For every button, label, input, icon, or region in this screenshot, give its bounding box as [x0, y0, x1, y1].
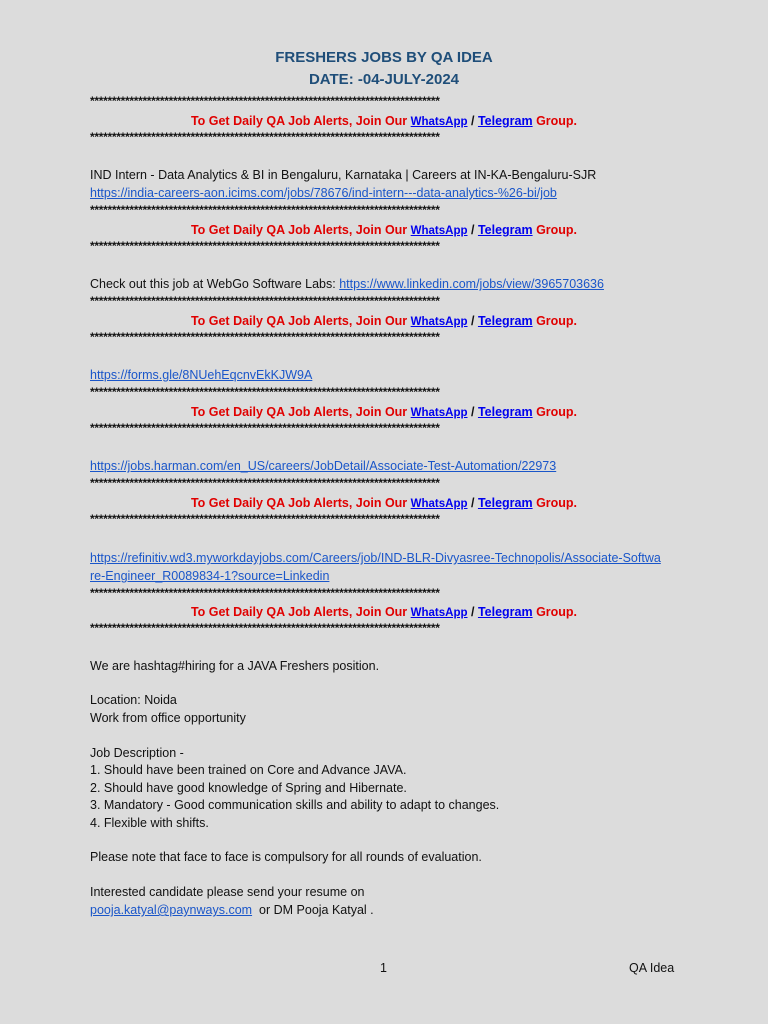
divider: ********************************************************************************: [90, 331, 440, 343]
document-title: FRESHERS JOBS BY QA IDEA: [275, 49, 493, 66]
job-description-item: 2. Should have good knowledge of Spring and Hibernate.: [90, 781, 407, 795]
divider: ********************************************************************************: [90, 587, 440, 599]
footer-brand: QA Idea: [629, 961, 675, 975]
whatsapp-link[interactable]: WhatsApp: [410, 116, 468, 128]
contact-line: pooja.katyal@paynways.com or DM Pooja Katyal .: [90, 903, 374, 917]
alert-banner: To Get Daily QA Job Alerts, Join Our WhatsApp / Telegram Group.: [190, 605, 578, 619]
telegram-link[interactable]: Telegram: [477, 114, 533, 128]
divider: ********************************************************************************: [90, 422, 440, 434]
alert-banner: To Get Daily QA Job Alerts, Join Our WhatsApp / Telegram Group.: [190, 114, 578, 128]
whatsapp-link[interactable]: WhatsApp: [410, 225, 468, 237]
job-description-item: 4. Flexible with shifts.: [90, 816, 209, 830]
job-link[interactable]: https://india-careers-aon.icims.com/jobs/78676/ind-intern---data-analytics-%26-bi/job: [90, 186, 557, 200]
alert-banner: To Get Daily QA Job Alerts, Join Our WhatsApp / Telegram Group.: [190, 223, 578, 237]
job-link[interactable]: https://www.linkedin.com/jobs/view/3965703636: [339, 277, 604, 291]
document-date: DATE: -04-JULY-2024: [308, 71, 460, 88]
alert-banner: To Get Daily QA Job Alerts, Join Our WhatsApp / Telegram Group.: [190, 405, 578, 419]
whatsapp-link[interactable]: WhatsApp: [410, 407, 468, 419]
job-description-item: 1. Should have been trained on Core and Advance JAVA.: [90, 763, 407, 777]
whatsapp-link[interactable]: WhatsApp: [410, 316, 468, 328]
contact-intro: Interested candidate please send your resume on: [90, 885, 365, 899]
divider: ********************************************************************************: [90, 295, 440, 307]
whatsapp-link[interactable]: WhatsApp: [410, 607, 468, 619]
job-link[interactable]: https://jobs.harman.com/en_US/careers/JobDetail/Associate-Test-Automation/22973: [90, 459, 557, 473]
telegram-link[interactable]: Telegram: [477, 405, 533, 419]
page-number: 1: [380, 961, 387, 975]
telegram-link[interactable]: Telegram: [477, 314, 533, 328]
divider: ********************************************************************************: [90, 204, 440, 216]
post-work-mode: Work from office opportunity: [90, 711, 246, 725]
job-description-heading: Job Description -: [90, 746, 184, 760]
post-intro: We are hashtag#hiring for a JAVA Freshers position.: [90, 659, 380, 673]
job-link-continued[interactable]: re-Engineer_R0089834-1?source=Linkedin: [90, 569, 330, 583]
telegram-link[interactable]: Telegram: [477, 496, 533, 510]
divider: ********************************************************************************: [90, 513, 440, 525]
job-link[interactable]: https://forms.gle/8NUehEqcnvEkKJW9A: [90, 368, 313, 382]
post-note: Please note that face to face is compulsory for all rounds of evaluation.: [90, 850, 482, 864]
job-link[interactable]: https://refinitiv.wd3.myworkdayjobs.com/Careers/job/IND-BLR-Divyasree-Technopolis/Associate-Softwa: [90, 551, 661, 565]
email-link[interactable]: pooja.katyal@paynways.com: [90, 903, 253, 917]
job-title: IND Intern - Data Analytics & BI in Bengaluru, Karnataka | Careers at IN-KA-Bengaluru-SJR: [90, 168, 597, 182]
whatsapp-link[interactable]: WhatsApp: [410, 498, 468, 510]
telegram-link[interactable]: Telegram: [477, 223, 533, 237]
job-line: Check out this job at WebGo Software Labs: https://www.linkedin.com/jobs/view/3965703636: [90, 277, 604, 291]
divider: ********************************************************************************: [90, 477, 440, 489]
telegram-link[interactable]: Telegram: [477, 605, 533, 619]
alert-banner: To Get Daily QA Job Alerts, Join Our WhatsApp / Telegram Group.: [190, 496, 578, 510]
divider: ********************************************************************************: [90, 95, 440, 107]
alert-banner: To Get Daily QA Job Alerts, Join Our WhatsApp / Telegram Group.: [190, 314, 578, 328]
divider: ********************************************************************************: [90, 131, 440, 143]
job-description-item: 3. Mandatory - Good communication skills and ability to adapt to changes.: [90, 798, 500, 812]
divider: ********************************************************************************: [90, 240, 440, 252]
divider: ********************************************************************************: [90, 386, 440, 398]
post-location: Location: Noida: [90, 693, 177, 707]
divider: ********************************************************************************: [90, 622, 440, 634]
